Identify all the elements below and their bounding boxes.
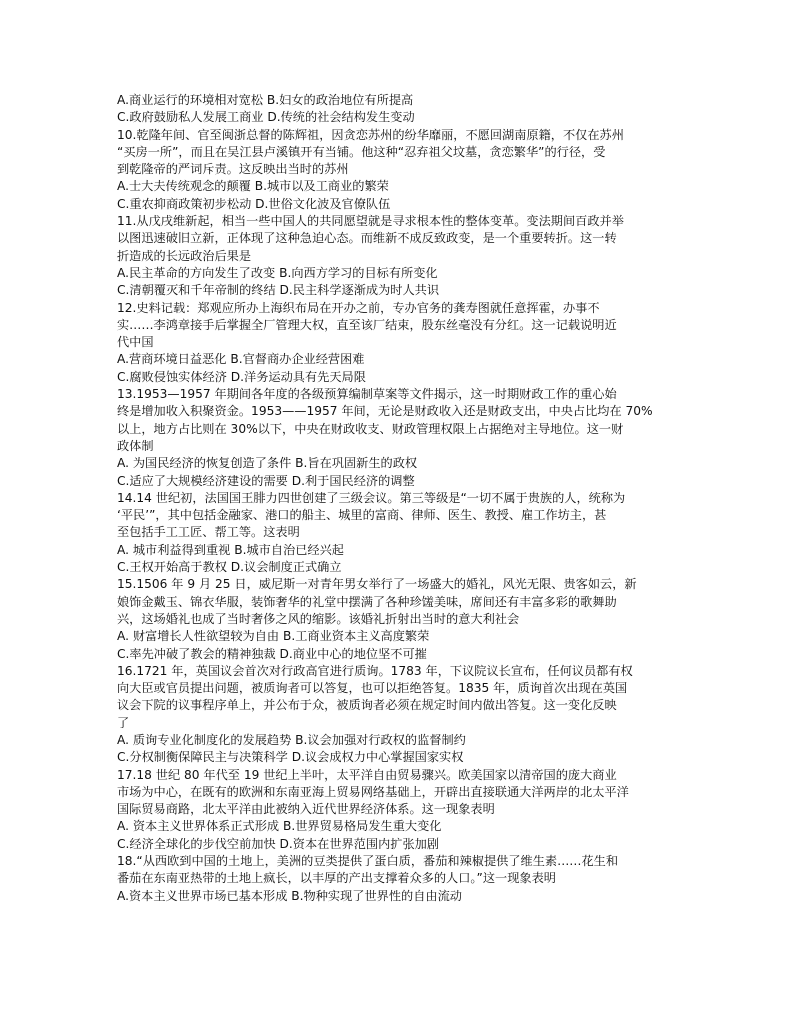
question-18-line: 番茄在东南亚热带的土地上疯长，以丰厚的产出支撑着众多的人口。”这一现象表明 (117, 871, 556, 886)
question-17-line: 市场为中心，在既有的欧洲和东南亚海上贸易网络基础上，开辟出直接联通大洋两岸的北太平洋 (117, 784, 629, 799)
option-line: A. 资本主义世界体系正式形成 B.世界贸易格局发生重大变化 (117, 819, 442, 834)
option-line: A. 城市利益得到重视 B.城市自治已经兴起 (117, 542, 344, 557)
question-15-line: 15.1506 年 9 月 25 日，威尼斯一对青年男女举行了一场盛大的婚礼，风光无限、贵客如云，新 (117, 577, 637, 592)
question-12-line: 代中国 (117, 335, 154, 350)
option-line: A. 财富增长人性欲望较为自由 B.工商业资本主义高度繁荣 (117, 629, 430, 644)
question-12-line: 实……李鸿章接手后掌握全厂管理大权，直至该厂结束，股东丝毫没有分红。这一记载说明近 (117, 317, 617, 332)
question-13-line: 13.1953—1957 年期间各年度的各级预算编制草案等文件揭示，这一时期财政工作的重心始 (117, 387, 617, 402)
question-16-line: 向大臣或官员提出问题，被质询者可以答复，也可以拒绝答复。1835 年，质询首次出现在英国 (117, 681, 628, 696)
option-line: A.营商环境日益恶化 B.官督商办企业经营困难 (117, 352, 365, 367)
question-10-line: 10.乾隆年间、官至闽浙总督的陈辉祖，因贪恋苏州的纷华靡丽，不愿回湖南原籍，不仅在苏州 (117, 127, 624, 142)
option-line: A.民主革命的方向发生了改变 B.向西方学习的目标有所变化 (117, 265, 438, 280)
option-line: A. 质询专业化制度化的发展趋势 B.议会加强对行政权的监督制约 (117, 732, 466, 747)
question-16-line: 16.1721 年，英国议会首次对行政高官进行质询。1783 年，下议院议长宣布，任何议员都有权 (117, 663, 633, 678)
option-line: A. 为国民经济的恢复创造了条件 B.旨在巩固新生的政权 (117, 456, 418, 471)
question-14-line: ‘平民’”，其中包括金融家、港口的船主、城里的富商、律师、医生、教授、雇工作坊主，甚 (117, 508, 607, 523)
option-line: C.适应了大规模经济建设的需要 D.利于国民经济的调整 (117, 473, 415, 488)
question-14-line: 至包括手工工匠、帮工等。这表明 (117, 525, 300, 540)
question-14-line: 14.14 世纪初，法国国王腓力四世创建了三级会议。第三等级是“一切不属于贵族的人，统称为 (117, 490, 626, 505)
option-line: C.率先冲破了教会的精神独裁 D.商业中心的地位坚不可摧 (117, 646, 427, 661)
question-10-line: “买房一所”，而且在吴江县卢溪镇开有当铺。他这种“忍弃祖父坟墓，贪恋繁华”的行径，受 (117, 144, 606, 159)
option-line: A.士大夫传统观念的颠覆 B.城市以及工商业的繁荣 (117, 179, 389, 194)
option-line: C.分权制衡保障民主与决策科学 D.议会成权力中心掌握国家实权 (117, 750, 464, 765)
question-text-block (117, 92, 687, 905)
question-15-line: 娘饰金戴玉、锦衣华服，装饰奢华的礼堂中摆满了各种珍馐美味，席间还有丰富多彩的歌舞助 (117, 594, 617, 609)
question-16-line: 了 (117, 715, 130, 730)
question-16-line: 议会下院的议事程序单上，并公布于众，被质询者必须在规定时间内做出答复。这一变化反映 (117, 698, 617, 713)
question-13-line: 终是增加收入积聚资金。1953——1957 年间，无论是财政收入还是财政支出，中央占比均在 70% (117, 404, 653, 419)
option-line: C.政府鼓励私人发展工商业 D.传统的社会结构发生变动 (117, 110, 415, 125)
question-13-line: 政体制 (117, 438, 154, 453)
question-15-line: 兴，这场婚礼也成了当时奢侈之风的缩影。该婚礼折射出当时的意大利社会 (117, 611, 520, 626)
question-13-line: 以上，地方占比则在 30%以下，中央在财政收支、财政管理权限上占据绝对主导地位。这一财 (117, 421, 624, 436)
option-line: C.清朝覆灭和千年帝制的终结 D.民主科学逐渐成为时人共识 (117, 283, 440, 298)
question-18-line: 18.“从西欧到中国的土地上，美洲的豆类提供了蛋白质，番茄和辣椒提供了维生素……花生和 (117, 854, 619, 869)
question-11-line: 11.从戊戌维新起，相当一些中国人的共同愿望就是寻求根本性的整体变革。变法期间百政并举 (117, 214, 624, 229)
option-line: A.商业运行的环境相对宽松 B.妇女的政治地位有所提高 (117, 93, 414, 107)
option-line: C.王权开始高于教权 D.议会制度正式确立 (117, 560, 342, 575)
option-line: C.腐败侵蚀实体经济 D.洋务运动具有先天局限 (117, 369, 366, 384)
question-11-line: 折造成的长远政治后果是 (117, 248, 252, 263)
question-11-line: 以图迅速破旧立新，正体现了这种急迫心态。而维新不成反致政变，是一个重要转折。这一转 (117, 231, 617, 246)
option-line: C.重农抑商政策初步松动 D.世俗文化波及官僚队伍 (117, 196, 391, 211)
question-17-line: 17.18 世纪 80 年代至 19 世纪上半叶，太平洋自由贸易骤兴。欧美国家以清帝国的庞大商业 (117, 767, 617, 782)
question-10-line: 到乾隆帝的严词斥责。这反映出当时的苏州 (117, 162, 349, 177)
question-12-line: 12.史料记载：郑观应所办上海织布局在开办之前，专办官务的龚寿图就任意挥霍，办事不 (117, 300, 600, 315)
option-line: C.经济全球化的步伐空前加快 D.资本在世界范围内扩张加剧 (117, 836, 440, 851)
question-17-line: 国际贸易商路，北太平洋由此被纳入近代世界经济体系。这一现象表明 (117, 802, 495, 817)
option-line: A.资本主义世界市场已基本形成 B.物种实现了世界性的自由流动 (117, 888, 462, 903)
